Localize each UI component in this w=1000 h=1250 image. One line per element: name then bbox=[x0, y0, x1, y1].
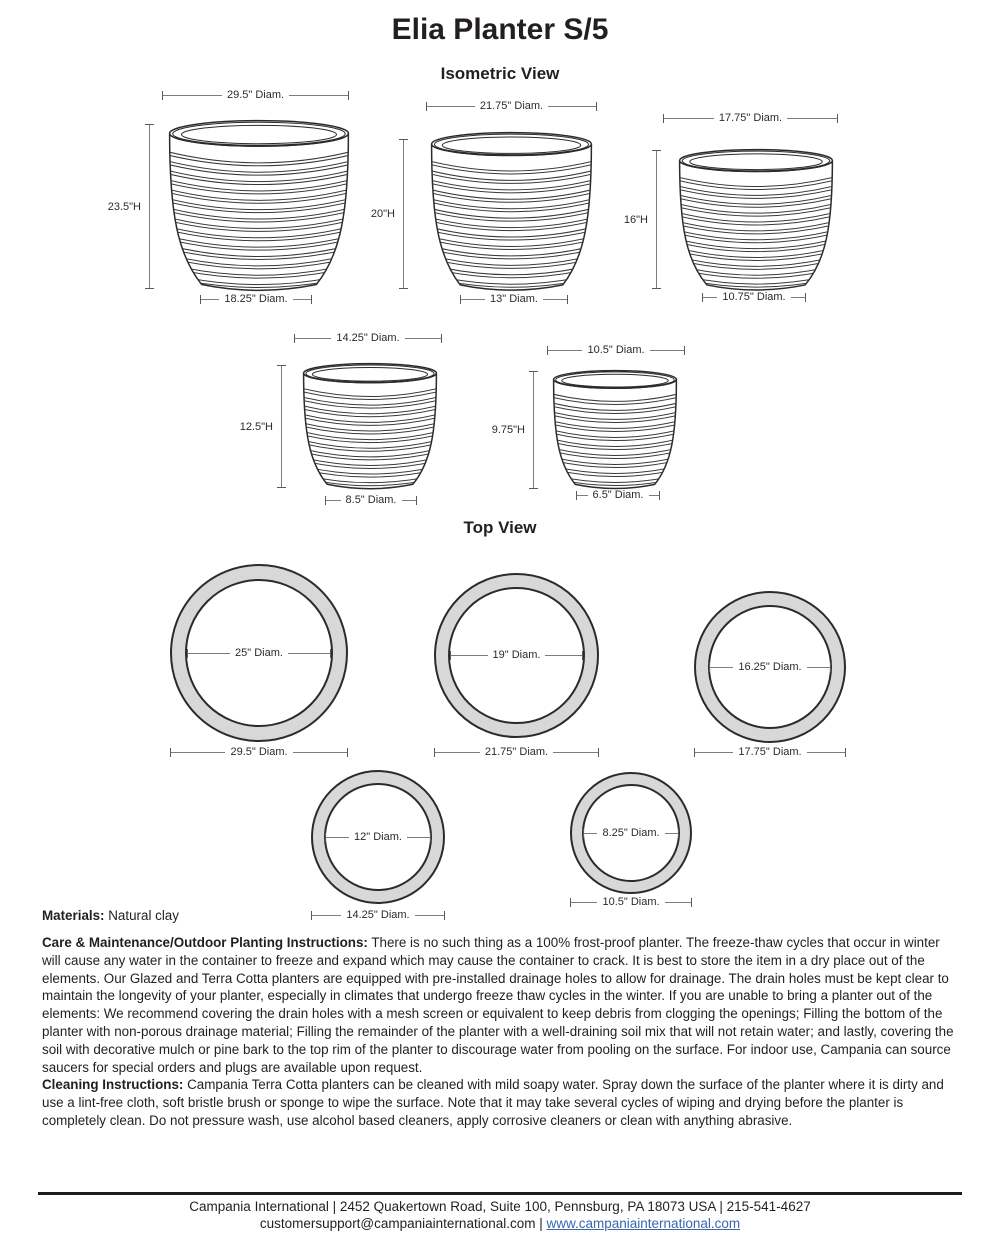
dim-tick bbox=[277, 487, 286, 488]
planter-5-inner-diameter-label: 8.25" Diam. bbox=[602, 826, 660, 839]
planter-1-top-view-ring bbox=[170, 564, 348, 742]
dim-line bbox=[293, 299, 311, 300]
planter-2-top-view-ring bbox=[434, 573, 599, 738]
dim-tick bbox=[805, 293, 806, 302]
planter-4-bottom-diameter-dim bbox=[325, 495, 417, 505]
dim-line bbox=[664, 118, 714, 119]
planter-1-isometric-drawing bbox=[168, 119, 350, 289]
planter-5-top-view-ring bbox=[570, 772, 692, 894]
dim-tick bbox=[678, 829, 679, 838]
planter-4-height-dim bbox=[239, 365, 286, 488]
planter-1-inner-diameter-label: 25" Diam. bbox=[235, 646, 283, 659]
dim-tick bbox=[691, 898, 692, 907]
planter-4-height-label: 12.5"H bbox=[239, 420, 273, 433]
dim-line bbox=[163, 95, 222, 96]
dim-tick bbox=[845, 748, 846, 757]
care-instructions-text: There is no such thing as a 100% frost-proof planter. The freeze-thaw cycles that occur in winter will cause any water in the container to freeze and expand which may cause the container to crack. It is best to store the item in a dry place out of the elements. Our Glazed and Terra Cotta planters are equipped with pre-installed drainage holes to allow for drainage. The drain holes must be kept clear to maintain the longevity of your planter, especially in climates that undergo freeze thaw cycles in the winter. If you are unable to bring a planter out of the elements: We recommend covering the drain holes with a mesh screen or equivalent to keep debris from clogging the openings; Filling the bottom of the planter with non-porous drainage material; Filling the remainder of the planter with a well-draining soil mix that will not retain water; and lastly, covering the soil with decorative mulch or pine bark to the top rim of the planter to discourage water from pooling on the surface. For indoor use, Campania can source saucers for special orders and plugs are available upon request. bbox=[42, 935, 954, 1075]
planter-5-bottom-diameter-dim bbox=[576, 490, 660, 500]
planter-1-bottom-diameter-dim bbox=[200, 294, 312, 304]
cleaning-instructions bbox=[42, 1076, 959, 1129]
dim-line bbox=[403, 140, 404, 288]
dim-tick bbox=[416, 496, 417, 505]
care-instructions-label: Care & Maintenance/Outdoor Planting Instructions: bbox=[42, 935, 368, 950]
materials-line bbox=[42, 907, 959, 925]
dim-line bbox=[650, 350, 684, 351]
dim-line bbox=[451, 655, 488, 656]
dim-line bbox=[171, 752, 225, 753]
footer-email: customersupport@campaniainternational.com bbox=[259, 1216, 536, 1231]
planter-3-top-view-ring bbox=[694, 591, 846, 743]
planter-4-top-diameter-dim bbox=[294, 333, 442, 343]
planter-1-inner-diameter-dim bbox=[187, 648, 331, 658]
planter-2-inner-diameter-label: 19" Diam. bbox=[492, 649, 541, 661]
dim-line bbox=[289, 95, 348, 96]
dim-line bbox=[807, 752, 845, 753]
planter-4-top-diameter-label: 14.25" Diam. bbox=[336, 331, 400, 344]
planter-3-inner-diameter-label: 16.25" Diam. bbox=[738, 660, 802, 673]
dim-tick bbox=[348, 91, 349, 100]
dim-line bbox=[807, 667, 830, 668]
planter-2-outer-diameter-label: 21.75" Diam. bbox=[484, 745, 549, 758]
dim-tick bbox=[830, 663, 831, 672]
dim-line bbox=[435, 752, 480, 753]
planter-5-outer-diameter-dim bbox=[570, 897, 692, 907]
dim-line bbox=[791, 297, 805, 298]
planter-2-height-dim bbox=[370, 139, 408, 289]
dim-tick bbox=[598, 748, 599, 757]
footer-website-link[interactable]: www.campaniainternational.com bbox=[546, 1216, 741, 1231]
page-title: Elia Planter S/5 bbox=[391, 13, 609, 46]
planter-4-top-view-ring bbox=[311, 770, 445, 904]
dim-tick bbox=[399, 288, 408, 289]
dim-line bbox=[149, 125, 150, 288]
dim-line bbox=[543, 299, 567, 300]
planter-3-bottom-diameter-dim bbox=[702, 292, 806, 302]
care-instructions bbox=[42, 934, 959, 1076]
dim-line bbox=[407, 837, 430, 838]
dim-tick bbox=[659, 491, 660, 500]
planter-2-bottom-diameter-dim bbox=[460, 294, 568, 304]
planter-2-height-label: 20"H bbox=[370, 208, 395, 220]
dim-line bbox=[295, 338, 331, 339]
dim-tick bbox=[145, 288, 154, 289]
planter-4-inner-diameter-label: 12" Diam. bbox=[354, 830, 402, 843]
dim-line bbox=[548, 106, 596, 107]
dim-line bbox=[787, 118, 837, 119]
cleaning-instructions-label: Cleaning Instructions: bbox=[42, 1077, 184, 1092]
planter-5-height-label: 9.75"H bbox=[491, 424, 525, 436]
planter-4-isometric-drawing bbox=[302, 362, 438, 488]
planter-5-bottom-diameter-label: 6.5" Diam. bbox=[592, 488, 644, 501]
dim-line bbox=[281, 366, 282, 487]
materials-label: Materials: bbox=[42, 908, 105, 923]
footer-address-line: Campania International | 2452 Quakertown Road, Suite 100, Pennsburg, PA 18073 USA | 215-541-4627 bbox=[189, 1199, 811, 1214]
dim-line bbox=[293, 752, 347, 753]
planter-5-top-diameter-label: 10.5" Diam. bbox=[587, 343, 645, 356]
dim-line bbox=[649, 495, 660, 496]
cleaning-instructions-text: Campania Terra Cotta planters can be cleaned with mild soapy water. Spray down the surface of the planter where it is dirty and use a lint-free cloth, soft bristle brush or sponge to wipe the surface. Note that it may take several cycles of wiping and drying before the planter is completely clean. Do not pressure wash, use alcohol based cleaners, apply corrosive cleaners or clean with anything abrasive. bbox=[42, 1077, 944, 1128]
planter-1-top-diameter-dim bbox=[162, 90, 349, 100]
dim-tick bbox=[837, 114, 838, 123]
dim-tick bbox=[430, 833, 431, 842]
planter-3-outer-diameter-label: 17.75" Diam. bbox=[738, 745, 802, 758]
dim-line bbox=[665, 833, 678, 834]
planter-1-height-label: 23.5"H bbox=[107, 200, 141, 213]
dim-tick bbox=[652, 288, 661, 289]
dim-line bbox=[326, 837, 349, 838]
planter-3-height-label: 16"H bbox=[623, 213, 648, 226]
footer-contact-line bbox=[0, 1216, 1000, 1231]
dim-line bbox=[665, 902, 691, 903]
planter-1-height-dim bbox=[107, 124, 154, 289]
planter-3-top-diameter-label: 17.75" Diam. bbox=[718, 111, 783, 124]
planter-3-top-diameter-dim bbox=[663, 113, 838, 123]
dim-line bbox=[288, 653, 330, 654]
top-view-heading: Top View bbox=[463, 518, 537, 537]
dim-line bbox=[695, 752, 733, 753]
dim-line bbox=[703, 297, 717, 298]
dim-line bbox=[402, 500, 417, 501]
footer-separator: | bbox=[535, 1216, 547, 1231]
dim-tick bbox=[529, 488, 538, 489]
planter-2-outer-diameter-dim bbox=[434, 747, 599, 757]
planter-2-isometric-drawing bbox=[430, 131, 593, 289]
dim-line bbox=[571, 902, 597, 903]
dim-line bbox=[533, 372, 534, 488]
dim-line bbox=[710, 667, 733, 668]
dim-tick bbox=[441, 334, 442, 343]
dim-line bbox=[577, 495, 588, 496]
planter-1-top-diameter-label: 29.5" Diam. bbox=[226, 88, 285, 101]
materials-value: Natural clay bbox=[108, 908, 179, 923]
planter-5-outer-diameter-label: 10.5" Diam. bbox=[602, 895, 660, 908]
planter-1-outer-diameter-dim bbox=[170, 747, 348, 757]
planter-5-top-diameter-dim bbox=[547, 345, 685, 355]
isometric-view-heading: Isometric View bbox=[440, 64, 560, 83]
dim-tick bbox=[330, 649, 331, 658]
dim-line bbox=[545, 655, 582, 656]
planter-3-inner-diameter-dim bbox=[709, 662, 831, 672]
dim-line bbox=[584, 833, 597, 834]
planter-2-top-diameter-label: 21.75" Diam. bbox=[479, 99, 544, 112]
dim-tick bbox=[311, 295, 312, 304]
dim-line bbox=[427, 106, 475, 107]
planter-1-bottom-diameter-label: 18.25" Diam. bbox=[224, 292, 288, 305]
planter-1-outer-diameter-label: 29.5" Diam. bbox=[230, 745, 288, 758]
planter-4-bottom-diameter-label: 8.5" Diam. bbox=[345, 493, 397, 506]
dim-tick bbox=[596, 102, 597, 111]
dim-tick bbox=[347, 748, 348, 757]
dim-line bbox=[405, 338, 441, 339]
planter-3-height-dim bbox=[623, 150, 661, 289]
dim-tick bbox=[567, 295, 568, 304]
dim-line bbox=[188, 653, 230, 654]
planter-2-inner-diameter-dim bbox=[450, 651, 583, 661]
planter-5-inner-diameter-dim bbox=[583, 828, 679, 838]
dim-tick bbox=[684, 346, 685, 355]
planter-3-outer-diameter-dim bbox=[694, 747, 846, 757]
footer-divider bbox=[38, 1192, 962, 1195]
planter-3-bottom-diameter-label: 10.75" Diam. bbox=[722, 290, 786, 303]
dim-line bbox=[201, 299, 219, 300]
planter-5-height-dim bbox=[491, 371, 538, 489]
planter-4-inner-diameter-dim bbox=[325, 832, 431, 842]
dim-line bbox=[326, 500, 341, 501]
dim-line bbox=[548, 350, 582, 351]
planter-3-isometric-drawing bbox=[678, 148, 834, 289]
planter-2-top-diameter-dim bbox=[426, 101, 597, 111]
dim-line bbox=[461, 299, 485, 300]
dim-tick bbox=[582, 651, 583, 660]
dim-line bbox=[656, 151, 657, 288]
dim-line bbox=[553, 752, 598, 753]
planter-4-outer-diameter-label: 14.25" Diam. bbox=[346, 908, 410, 921]
planter-2-bottom-diameter-label: 13" Diam. bbox=[490, 292, 538, 305]
planter-5-isometric-drawing bbox=[552, 369, 678, 488]
